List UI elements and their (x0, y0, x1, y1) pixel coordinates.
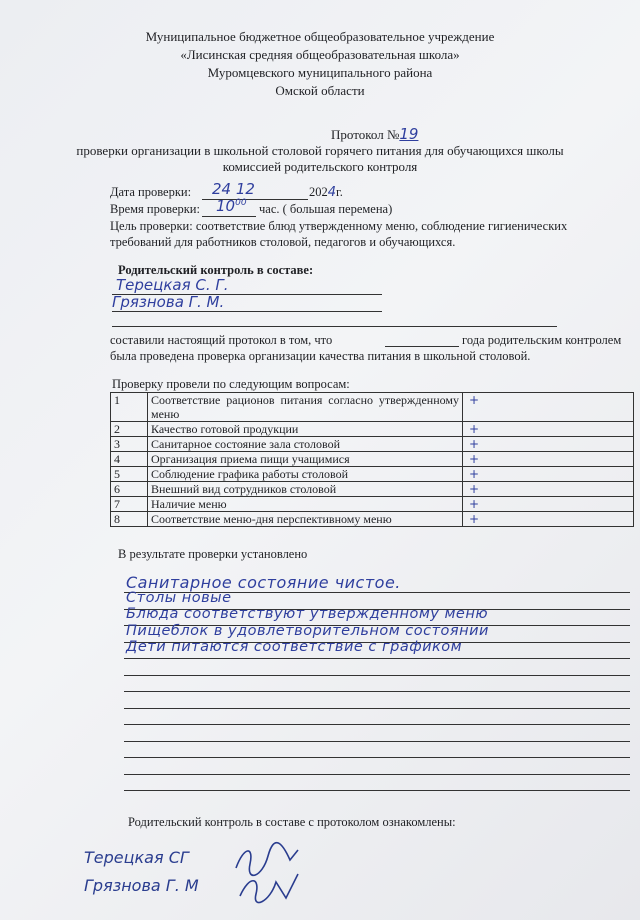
question-number: 2 (111, 422, 148, 437)
result-line: Блюда соответствуют утвержденному меню (126, 606, 489, 622)
result-line: Столы новые (126, 589, 232, 606)
signature-scribble-2 (236, 868, 306, 908)
question-text: Соблюдение графика работы столовой (148, 467, 463, 482)
question-number: 6 (111, 482, 148, 497)
statement-line-2: была проведена проверка организации качества питания в школьной столовой. (110, 349, 531, 363)
composition-title: Родительский контроль в составе: (118, 263, 314, 277)
question-row (111, 452, 634, 467)
question-number: 5 (111, 467, 148, 482)
question-row (111, 497, 634, 512)
question-row (111, 512, 634, 527)
signature-1: Терецкая СГ (84, 848, 189, 867)
region: Омской области (275, 83, 365, 98)
purpose-line-1: Цель проверки: соответствие блюд утвержденному меню, соблюдение гигиенических (110, 219, 568, 233)
signature-2: Грязнова Г. М (84, 876, 199, 895)
question-mark: + (463, 437, 634, 452)
school-type: Муниципальное бюджетное общеобразовательное учреждение (145, 29, 495, 44)
date-year-prefix: 202 (309, 185, 328, 199)
question-mark: + (463, 422, 634, 437)
acknowledgement: Родительский контроль в составе с протоколом ознакомлены: (128, 815, 456, 829)
member-2: Грязнова Г. М. (112, 293, 225, 311)
question-number: 3 (111, 437, 148, 452)
time-label: Время проверки: (110, 202, 200, 216)
statement-line-1a: составили настоящий протокол в том, что (110, 333, 333, 347)
time-minutes: 00 (235, 198, 247, 208)
question-mark: + (463, 467, 634, 482)
protocol-subtitle-2: комиссией родительского контроля (222, 159, 418, 174)
question-mark: + (463, 452, 634, 467)
member-1: Терецкая С. Г. (116, 276, 229, 294)
questions-intro: Проверку провели по следующим вопросам: (112, 377, 350, 391)
question-text: Наличие меню (148, 497, 463, 512)
result-line: Пищеблок в удовлетворительном состоянии (126, 622, 489, 639)
time-hours: 10 (216, 197, 236, 215)
result-line: Дети питаются соответствие с графиком (126, 639, 463, 655)
protocol-title-label: Протокол № (331, 127, 400, 142)
purpose-line-2: требований для работников столовой, педагогов и обучающихся. (110, 235, 456, 249)
question-mark: + (463, 393, 634, 422)
time-suffix: час. ( большая перемена) (259, 202, 393, 216)
date-label: Дата проверки: (110, 185, 192, 199)
question-number: 7 (111, 497, 148, 512)
date-year-digit: 4 (327, 185, 337, 200)
question-text: Соответствие меню-дня перспективному меню (148, 512, 463, 527)
questions-table (110, 392, 634, 527)
question-number: 8 (111, 512, 148, 527)
school-name: «Лисинская средняя общеобразовательная школа» (180, 47, 460, 62)
question-row (111, 437, 634, 452)
result-line: Санитарное состояние чистое. (126, 573, 401, 592)
date-value: 24 12 (212, 180, 255, 198)
protocol-number: 19 (399, 125, 419, 143)
result-label: В результате проверки установлено (118, 547, 308, 561)
question-text: Соответствие рационов питания согласно утвержденному меню (148, 393, 463, 422)
time-value (216, 197, 247, 215)
date-year (309, 184, 343, 201)
question-row (111, 467, 634, 482)
question-number: 1 (111, 393, 148, 422)
date-year-suffix: г. (336, 185, 343, 199)
question-text: Внешний вид сотрудников столовой (148, 482, 463, 497)
district: Муромцевского муниципального района (207, 65, 433, 80)
question-mark: + (463, 482, 634, 497)
protocol-subtitle-1: проверки организации в школьной столовой горячего питания для обучающихся школы (76, 143, 564, 158)
question-number: 4 (111, 452, 148, 467)
question-text: Санитарное состояние зала столовой (148, 437, 463, 452)
question-mark: + (463, 497, 634, 512)
statement-line-1b: года родительским контролем (462, 333, 622, 347)
question-row (111, 482, 634, 497)
question-row (111, 422, 634, 437)
question-mark: + (463, 512, 634, 527)
protocol-title (331, 126, 418, 143)
question-text: Организация приема пищи учащимися (148, 452, 463, 467)
question-row (111, 393, 634, 422)
question-text: Качество готовой продукции (148, 422, 463, 437)
